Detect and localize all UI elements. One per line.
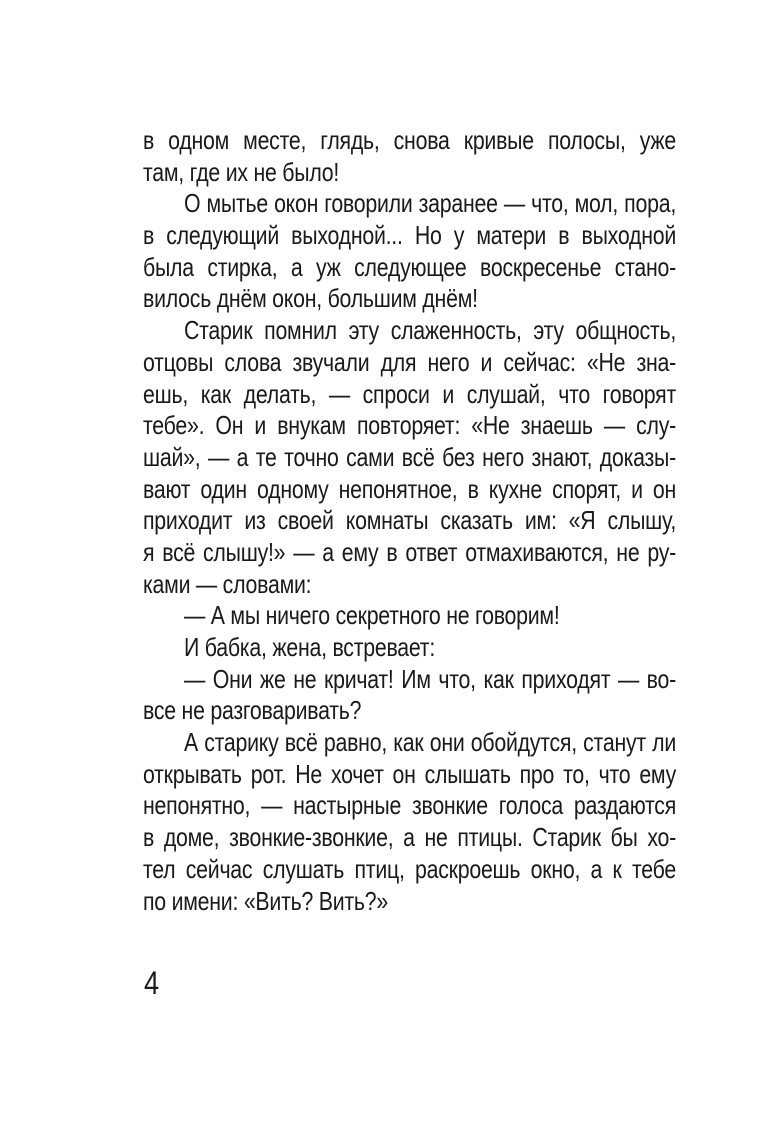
text-line: шай», — а те точно сами всё без него знают, доказы- (143, 441, 676, 472)
text-line: все не разговаривать? (143, 695, 362, 726)
text-line: была стирка, а уж следующее воскресенье стано- (143, 251, 676, 282)
text-line: И бабка, жена, встревает: (184, 632, 435, 662)
text-line: в одном месте, глядь, снова кривые полосы, уже (143, 125, 676, 155)
text-line: тебе». Он и внукам повторяет: «Не знаешь — слу- (143, 410, 676, 441)
text-line: приходит из своей комнаты сказать им: «Я слышу, (143, 505, 676, 536)
text-line: в следующий выходной... Но у матери в выходной (143, 220, 676, 251)
text-line: в доме, звонкие-звонкие, а не птицы. Старик бы хо- (143, 822, 676, 853)
text-line: тел сейчас слушать птиц, раскроешь окно, а к тебе (143, 853, 676, 884)
text-line: по имени: «Вить? Вить?» (143, 885, 388, 916)
text-line: — А мы ничего секретного не говорим! (184, 600, 560, 631)
text-line: А старику всё равно, как они обойдутся, станут ли (184, 727, 676, 758)
page-number: 4 (144, 965, 160, 1001)
text-line: там, где их не было! (143, 156, 340, 187)
text-line: отцовы слова звучали для него и сейчас: «Не зна- (143, 346, 676, 377)
text-line: вают один одному непонятное, в кухне спорят, и он (143, 473, 676, 504)
text-line: вилось днём окон, большим днём! (143, 283, 478, 314)
text-line: я всё слышу!» — а ему в ответ отмахиваются, не ру- (143, 536, 676, 567)
text-line: О мытье окон говорили заранее — что, мол, пора, (184, 188, 676, 219)
text-line: ками — словами: (143, 568, 312, 599)
page-text (143, 125, 676, 917)
text-line: ешь, как делать, — спроси и слушай, что говорят (143, 378, 676, 409)
text-line: — Они же не кричат! Им что, как приходят — во- (184, 663, 676, 694)
text-line: открывать рот. Не хочет он слышать про то, что ему (143, 758, 676, 789)
text-line: непонятно, — настырные звонкие голоса раздаются (143, 790, 676, 821)
text-line: Старик помнил эту слаженность, эту общность, (184, 315, 676, 346)
